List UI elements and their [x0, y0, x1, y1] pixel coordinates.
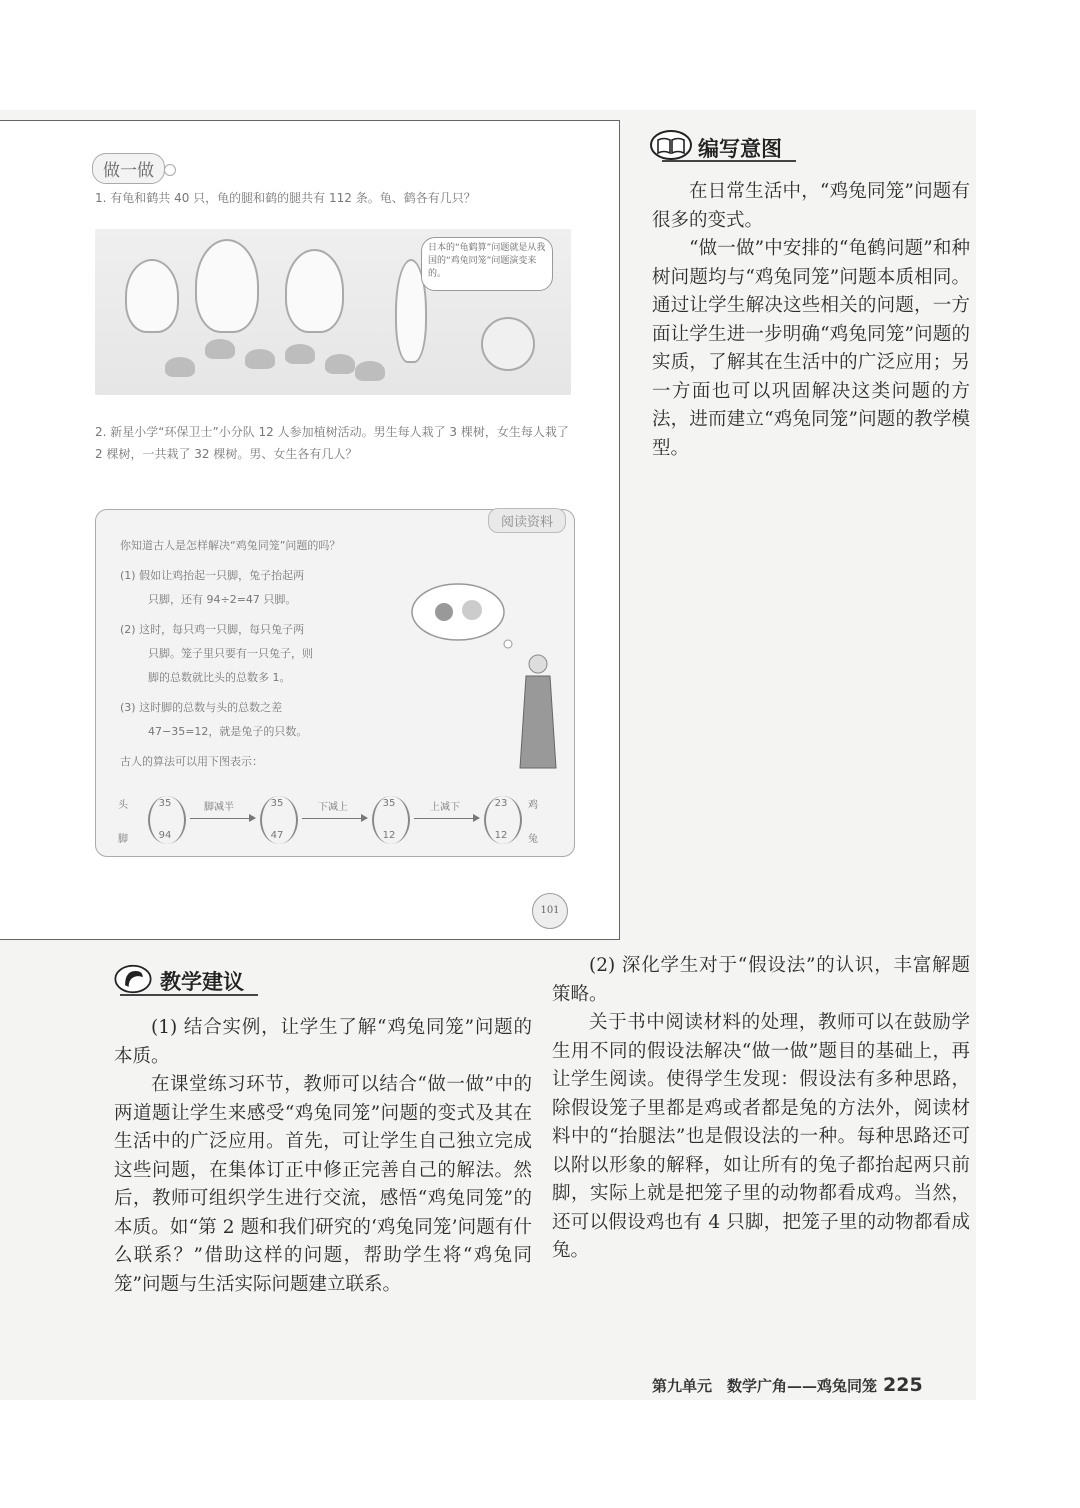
question-2: 2. 新星小学“环保卫士”小分队 12 人参加植树活动。男生每人栽了 3 棵树，女生每人栽了 2 棵树，一共栽了 32 棵树。男、女生各有几人？ — [95, 425, 569, 461]
reading-question: 你知道古人是怎样解决“鸡兔同笼”问题的吗？ — [120, 539, 341, 552]
flow-value: 23 — [494, 798, 508, 809]
reading-method: 古人的算法可以用下图表示： — [120, 755, 263, 768]
reading-step: (3) 这时脚的总数与头的总数之差 — [120, 701, 283, 714]
book-icon — [650, 130, 692, 160]
reading-step: (2) 这时，每只鸡一只脚，每只兔子两 — [120, 623, 305, 636]
suggest-title: 教学建议 — [160, 970, 244, 994]
question-1: 1. 有龟和鹤共 40 只，龟的腿和鹤的腿共有 112 条。龟、鹤各有几只？ — [95, 191, 476, 205]
flow-arrow — [190, 818, 254, 819]
turtle-illustration — [325, 354, 355, 374]
flow-value: 35 — [382, 798, 396, 809]
turtle-illustration — [205, 339, 235, 359]
flow-label-chicken: 鸡 — [528, 800, 538, 811]
suggest-left-column — [114, 1014, 532, 1299]
reading-step: 47−35=12，就是兔子的只数。 — [148, 725, 308, 738]
intent-paragraph: “做一做”中安排的“龟鹤问题”和种树问题均与“鸡兔同笼”问题本质相同。通过让学生解决这些相关的问题，一方面让学生进一步明确“鸡兔同笼”问题的实质，了解其在生活中的广泛应用；另一方面也可以巩固解决这类问题的方法，进而建立“鸡兔同笼”问题的教学模型。 — [652, 238, 970, 459]
flow-label-head: 头 — [118, 800, 128, 811]
suggest-paragraph: 在课堂练习环节，教师可以结合“做一做”中的两道题让学生来感受“鸡兔同笼”问题的变式及其在生活中的广泛应用。首先，可让学生自己独立完成这些问题，在集体订正中修正完善自己的解法。然后，教师可组织学生进行交流，感悟“鸡兔同笼”的本质。如“第 2 题和我们研究的‘鸡兔同笼’问题有什么联系？”借助这样的问题，帮助学生将“鸡兔同笼”问题与生活实际问题建立联系。 — [114, 1074, 532, 1295]
flow-label-foot: 脚 — [118, 834, 128, 845]
flow-arrow — [414, 818, 478, 819]
speech-bubble: 日本的“龟鹤算”问题就是从我国的“鸡兔同笼”问题演变来的。 — [421, 237, 553, 291]
footer-unit: 第九单元 数学广角——鸡兔同笼 — [652, 1377, 878, 1395]
flow-value: 94 — [158, 830, 172, 841]
reading-step: 脚的总数就比头的总数多 1。 — [148, 671, 291, 684]
ancient-method-flow — [118, 792, 558, 852]
intent-title: 编写意图 — [698, 137, 782, 161]
flow-op: 脚减半 — [204, 802, 234, 813]
crane-turtle-illustration — [95, 229, 571, 395]
reading-material-box — [95, 509, 575, 857]
teaching-icon — [112, 964, 154, 994]
textbook-page-number: 101 — [532, 893, 568, 929]
thought-bubble-animals — [408, 580, 518, 650]
flow-arrow — [302, 818, 366, 819]
section-label: 做一做 — [92, 153, 165, 184]
flow-op: 上减下 — [430, 802, 460, 813]
flow-label-rabbit: 兔 — [528, 834, 538, 845]
turtle-illustration — [285, 344, 315, 364]
turtle-illustration — [355, 361, 385, 381]
crane-illustration — [195, 239, 259, 333]
flow-value: 47 — [270, 830, 284, 841]
suggest-paragraph: (2) 深化学生对于“假设法”的认识，丰富解题策略。 — [552, 955, 970, 1005]
intent-text — [652, 178, 970, 463]
suggest-paragraph: (1) 结合实例，让学生了解“鸡兔同笼”问题的本质。 — [114, 1017, 532, 1067]
reading-step: (1) 假如让鸡抬起一只脚，兔子抬起两 — [120, 569, 305, 582]
flow-value: 35 — [158, 798, 172, 809]
crane-illustration — [285, 249, 344, 333]
reading-step: 只脚，还有 94÷2=47 只脚。 — [148, 593, 297, 606]
reading-step: 只脚。笼子里只要有一只兔子，则 — [148, 647, 313, 660]
textbook-page-scan — [0, 120, 620, 940]
mascot-illustration — [481, 317, 535, 371]
suggest-right-column — [552, 952, 970, 1266]
suggest-paragraph: 关于书中阅读材料的处理，教师可以在鼓励学生用不同的假设法解决“做一做”题目的基础上，再让学生阅读。使得学生发现：假设法有多种思路，除假设笼子里都是鸡或者都是兔的方法外，阅读材料中的“抬腿法”也是假设法的一种。每种思路还可以附以形象的解释，如让所有的兔子都抬起两只前脚，实际上就是把笼子里的动物都看成鸡。当然，还可以假设鸡也有 4 只脚，把笼子里的动物都看成兔。 — [552, 1012, 970, 1261]
page-number: 225 — [883, 1374, 923, 1396]
flow-value: 35 — [270, 798, 284, 809]
reading-tag: 阅读资料 — [488, 508, 566, 533]
flow-value: 12 — [494, 830, 508, 841]
flow-op: 下减上 — [318, 802, 348, 813]
turtle-illustration — [245, 349, 275, 369]
ancient-scholar-illustration — [518, 650, 558, 770]
flow-value: 12 — [382, 830, 396, 841]
crane-illustration — [125, 259, 179, 333]
intent-paragraph: 在日常生活中，“鸡兔同笼”问题有很多的变式。 — [652, 181, 970, 231]
page-footer — [652, 1374, 923, 1396]
turtle-illustration — [165, 357, 195, 377]
